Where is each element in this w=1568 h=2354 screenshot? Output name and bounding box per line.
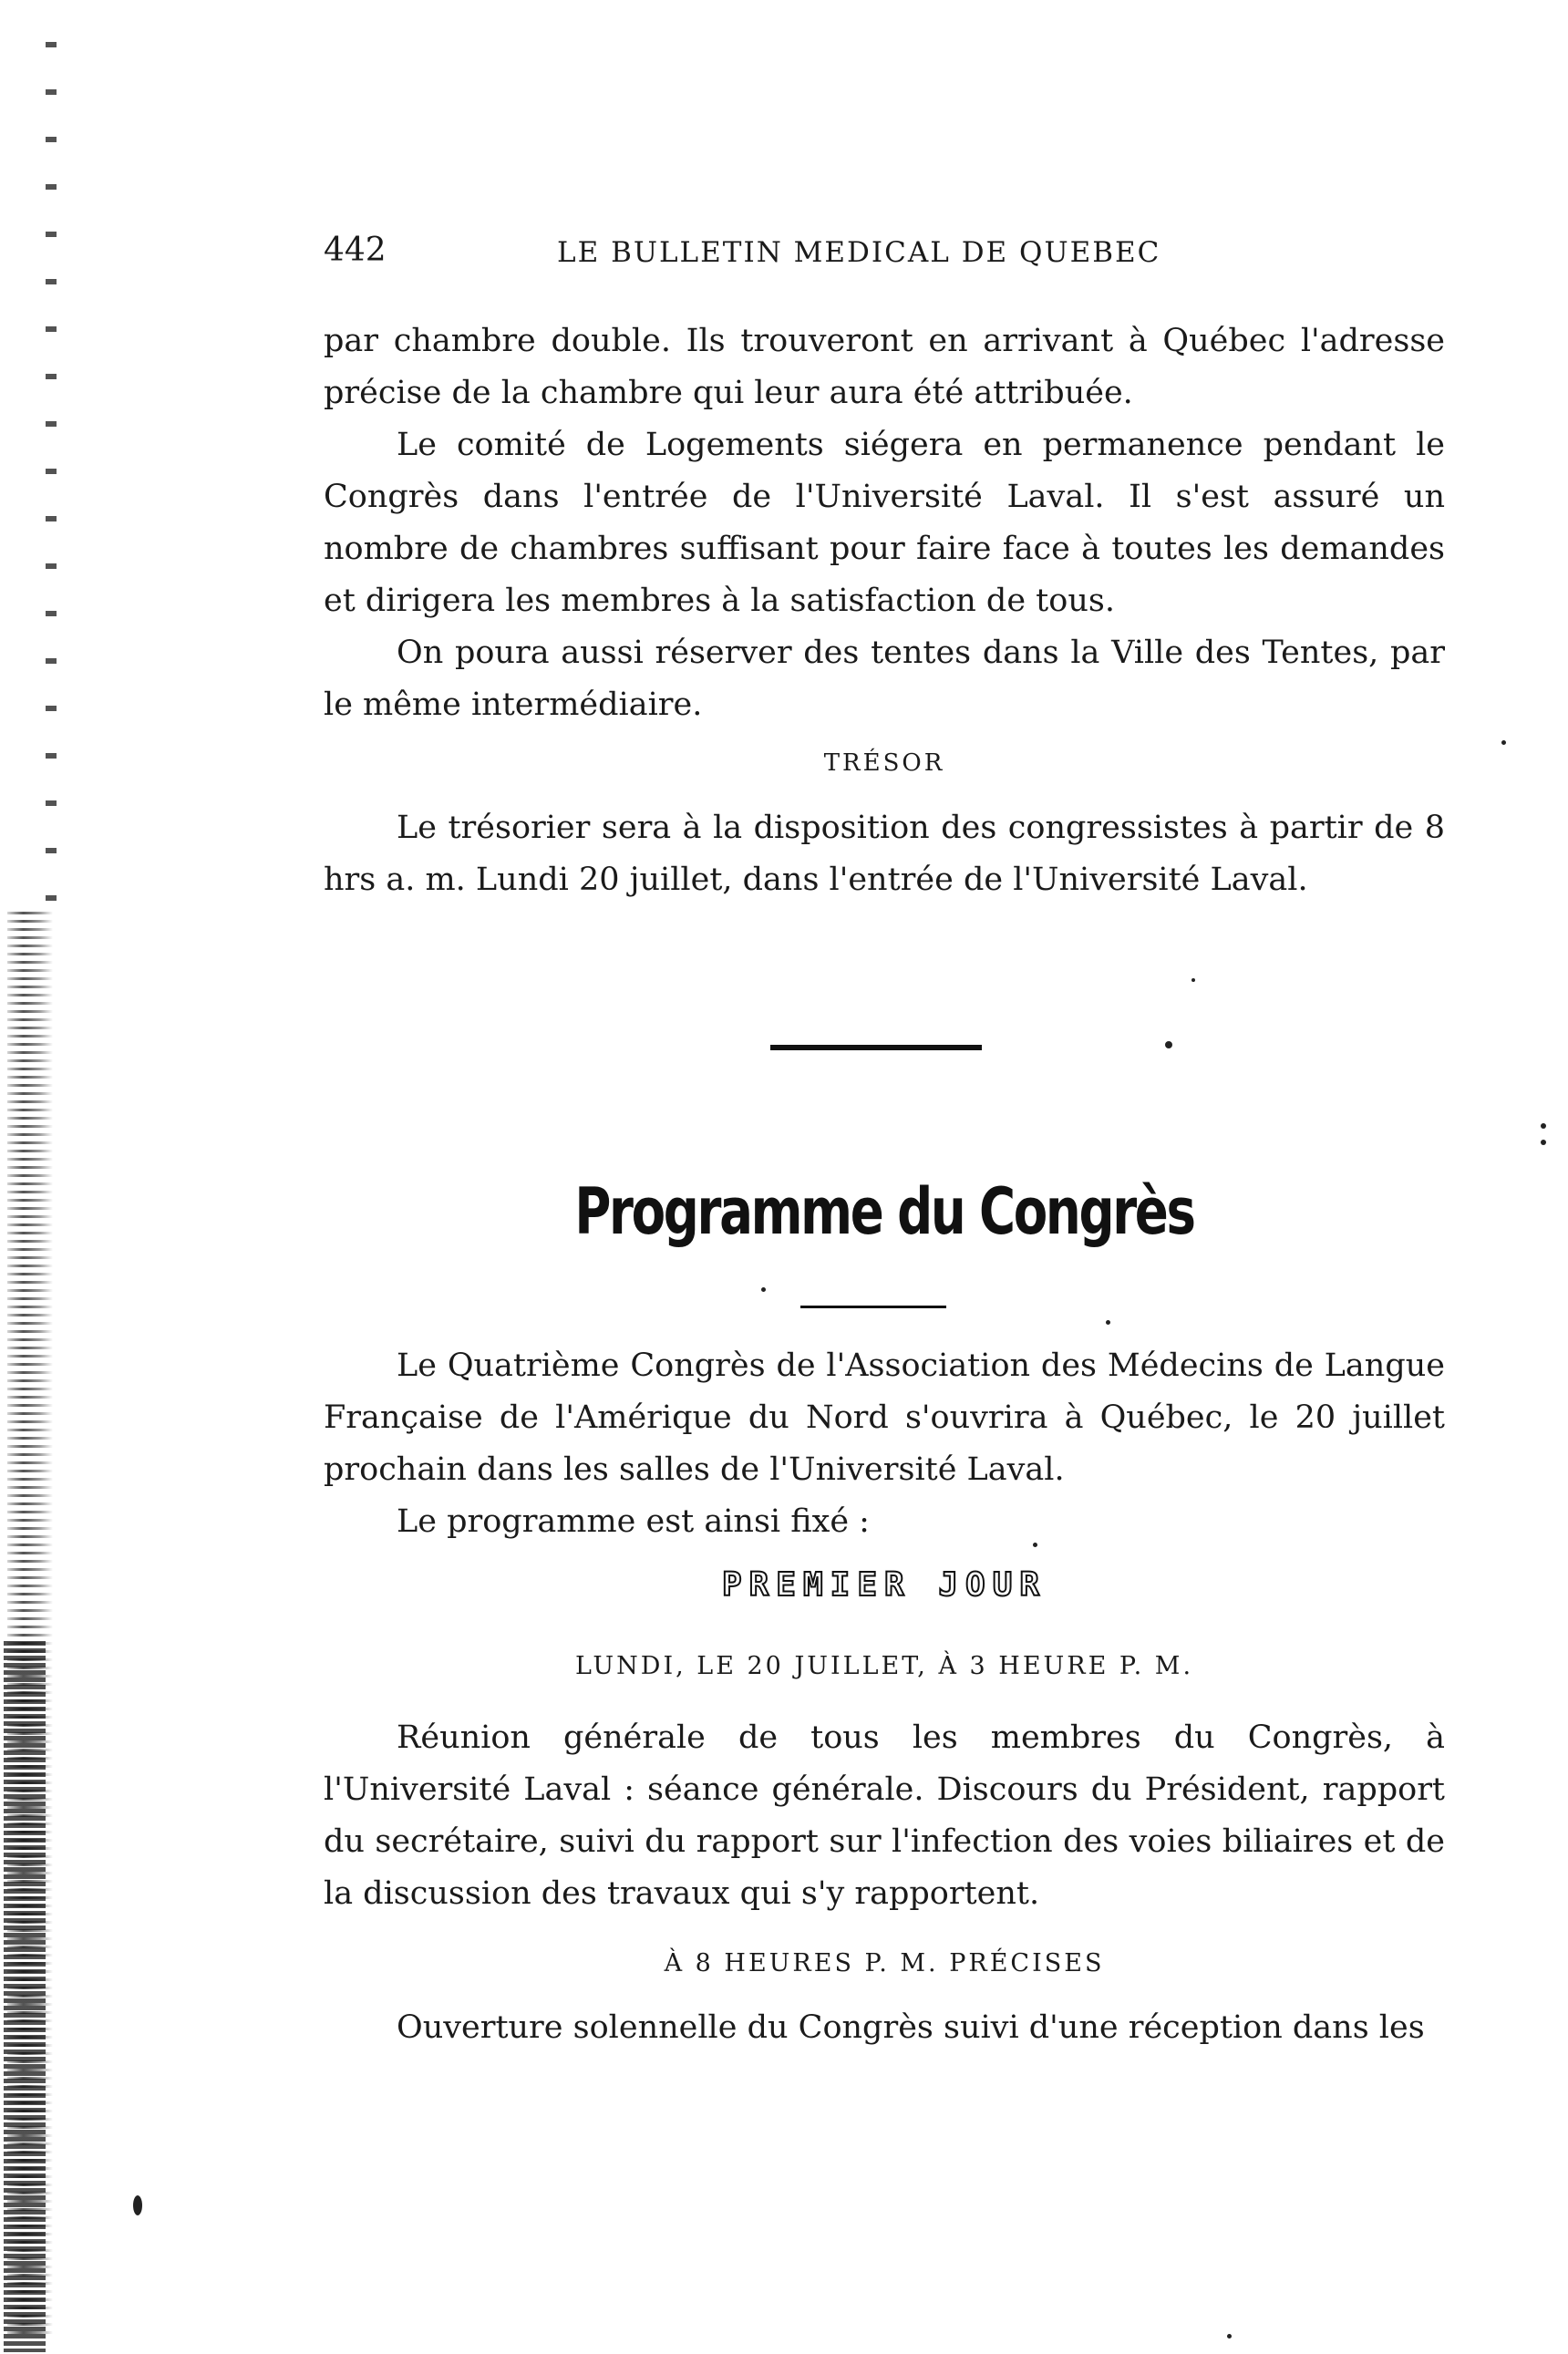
scan-speck xyxy=(1106,1320,1110,1325)
scan-speck xyxy=(1165,1041,1172,1048)
paragraph-ouverture: Ouverture solennelle du Congrès suivi d'une réception dans les xyxy=(397,2009,1425,2046)
scan-speck xyxy=(1033,1543,1037,1547)
section-divider-rule xyxy=(770,1045,982,1050)
scan-speck xyxy=(133,2195,142,2215)
scan-speck xyxy=(1541,1123,1546,1129)
page-number: 442 xyxy=(324,232,387,269)
paragraph-programme-fixe: Le programme est ainsi fixé : xyxy=(397,1503,870,1540)
scan-speck xyxy=(1501,740,1506,745)
programme-section xyxy=(324,1340,1445,1548)
scan-speck xyxy=(1541,1140,1546,1145)
text-continuation xyxy=(324,315,1445,731)
paragraph-tresor: Le trésorier sera à la disposition des congressistes à partir de 8 hrs a. m. Lundi 20 juillet, dans l'entrée de l'Université Laval. xyxy=(324,810,1445,898)
soir-heading: À 8 HEURES P. M. PRÉCISES xyxy=(664,1949,1105,1977)
running-title: LE BULLETIN MEDICAL DE QUEBEC xyxy=(557,236,1161,269)
running-header xyxy=(324,232,1235,277)
scan-speck xyxy=(761,1287,766,1292)
premier-jour-heading: PREMIER JOUR xyxy=(721,1566,1047,1604)
binding-edge-marks xyxy=(46,0,57,912)
paragraph-tentes: On poura aussi réserver des tentes dans la Ville des Tentes, par le même intermédiaire. xyxy=(324,635,1445,723)
title-underline-rule xyxy=(800,1306,946,1308)
premier-jour-subheading: LUNDI, LE 20 JUILLET, À 3 HEURE P. M. xyxy=(574,1652,1194,1680)
binding-edge-shadow-lower xyxy=(4,1641,46,2352)
paragraph-congres-intro: Le Quatrième Congrès de l'Association des Médecins de Langue Française de l'Amérique du Nord s'ouvrira à Québec, le 20 juillet prochain dans les salles de l'Université Laval. xyxy=(324,1347,1445,1488)
programme-title: Programme du Congrès xyxy=(574,1174,1194,1249)
soir-section xyxy=(324,2002,1445,2054)
paragraph-reunion-generale: Réunion générale de tous les membres du Congrès, à l'Université Laval : séance générale. Discours du Président, rapport du secrétaire, suivi du rapport sur l'infection des voies biliaires et de la discussion des travaux qui s'y rapportent. xyxy=(324,1719,1445,1912)
tresor-section xyxy=(324,802,1445,906)
paragraph-continuation: par chambre double. Ils trouveront en arrivant à Québec l'adresse précise de la chambre qui leur aura été attribuée. xyxy=(324,323,1445,411)
scan-speck xyxy=(1227,2334,1232,2339)
premier-jour-section xyxy=(324,1712,1445,1920)
scan-speck xyxy=(1191,978,1195,982)
tresor-heading: TRÉSOR xyxy=(823,749,945,777)
paragraph-logements: Le comité de Logements siégera en permanence pendant le Congrès dans l'entrée de l'Université Laval. Il s'est assuré un nombre de chambres suffisant pour faire face à toutes les demandes et dirigera les membres à la satisfaction de tous. xyxy=(324,427,1445,619)
